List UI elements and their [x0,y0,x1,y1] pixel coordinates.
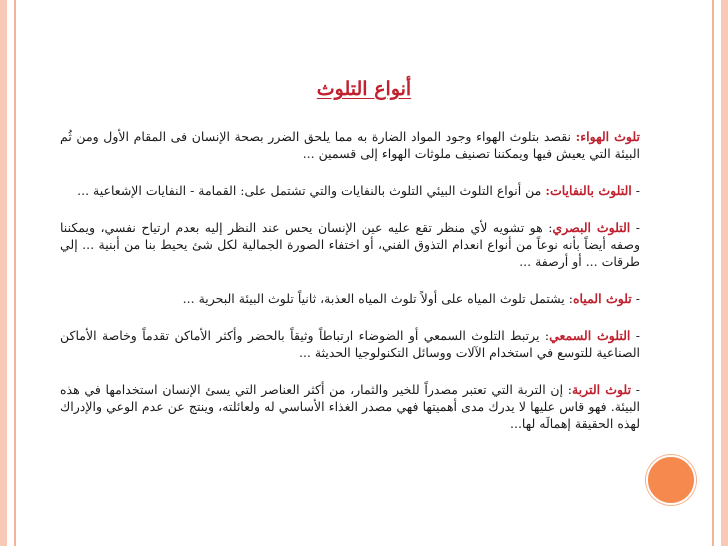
slide-title: أنواع التلوث [316,78,412,100]
paragraph-text: : هو تشويه لأي منظر تقع عليه عين الإنسان يحس عند النظر إليه بعدم ارتياح نفسي، ويمكننا وصفه أيضاً بأنه نوعاً من أنواع انعدام التذوق الفني، أو اختفاء الصورة الجمالية لكل شئ يحيط بنا من أبنية ... إلي طرقات ... أو أرصفة ... [60,220,640,269]
decorative-circle [646,455,696,505]
paragraph-label: تلوث الهواء: [575,129,640,144]
right-border-line [712,0,714,546]
paragraph-label: التلوث بالنفايات: [545,183,632,198]
slide-content [60,128,640,452]
paragraph-text: من أنواع التلوث البيئي التلوث بالنفايات والتي تشتمل على: القمامة - النفايات الإشعاعية ... [77,183,546,198]
paragraph-air-pollution [60,128,640,162]
paragraph-soil-pollution: - تلوث التربة: إن التربة التي تعتبر مصدراً للخير والثمار، من أكثر العناصر التي يسئ الإنسان استخدامها في هذه البيئة. فهو قاس عليها لا يدرك مدى أهميتها فهي مصدر الغذاء الأساسي له ولعائلته، وينتج عن عدم الوعي والإدراك لهذه الحقيقة إهمالَه لها... [60,382,641,431]
paragraph-label: التلوث السمعي [549,328,631,343]
paragraph-text: : يرتبط التلوث السمعي أو الضوضاء ارتباطاً وثيقاً بالحضر وأكثر الأماكن تقدماً وخاصة الأماكن الصناعية للتوسع في استخدام الآلات ووسائل التكنولوجيا الحديثة ... [60,328,640,360]
paragraph-text: : إن التربة التي تعتبر مصدراً للخير والثمار، من أكثر العناصر التي يسئ الإنسان استخدامها في هذه البيئة. فهو قاس عليها لا يدرك مدى أهميتها فهي مصدر الغذاء الأساسي له ولعائلته، وينتج عن عدم الوعي والإدراك لهذه الحقيقة إهمالَه لها... [60,382,640,431]
paragraph-text: : يشتمل تلوث المياه على أولاً تلوث المياه العذبة، ثانياً تلوث البيئة البحرية ... [182,291,573,306]
left-border-band [0,0,7,546]
paragraph-label: التلوث البصري [552,220,631,235]
paragraph-visual-pollution: - التلوث البصري: هو تشويه لأي منظر تقع عليه عين الإنسان يحس عند النظر إليه بعدم ارتياح نفسي، ويمكننا وصفه أيضاً بأنه نوعاً من أنواع انعدام التذوق الفني، أو اختفاء الصورة الجمالية لكل شئ يحيط بنا من أبنية ... إلي طرقات ... أو أرصفة ... [60,220,640,269]
right-border-band [721,0,728,546]
paragraph-label: تلوث التربة [571,382,632,397]
paragraph-text: نقصد بتلوث الهواء وجود المواد الضارة به مما يلحق الضرر بصحة الإنسان فى المقام الأول ومن ثُم البيئة التي يعيش فيها ويمكننا تصنيف ملوثات الهواء إلى قسمين ... [60,129,640,161]
paragraph-water-pollution: - تلوث المياه: يشتمل تلوث المياه على أولاً تلوث المياه العذبة، ثانياً تلوث البيئة البحرية ... [182,291,640,306]
paragraph-noise-pollution: - التلوث السمعي: يرتبط التلوث السمعي أو الضوضاء ارتباطاً وثيقاً بالحضر وأكثر الأماكن تقدماً وخاصة الأماكن الصناعية للتوسع في استخدام الآلات ووسائل التكنولوجيا الحديثة ... [60,328,640,360]
left-border-line [14,0,16,546]
paragraph-waste-pollution: - التلوث بالنفايات: من أنواع التلوث البيئي التلوث بالنفايات والتي تشتمل على: القمامة - النفايات الإشعاعية ... [77,183,640,198]
paragraph-label: تلوث المياه [572,291,632,306]
